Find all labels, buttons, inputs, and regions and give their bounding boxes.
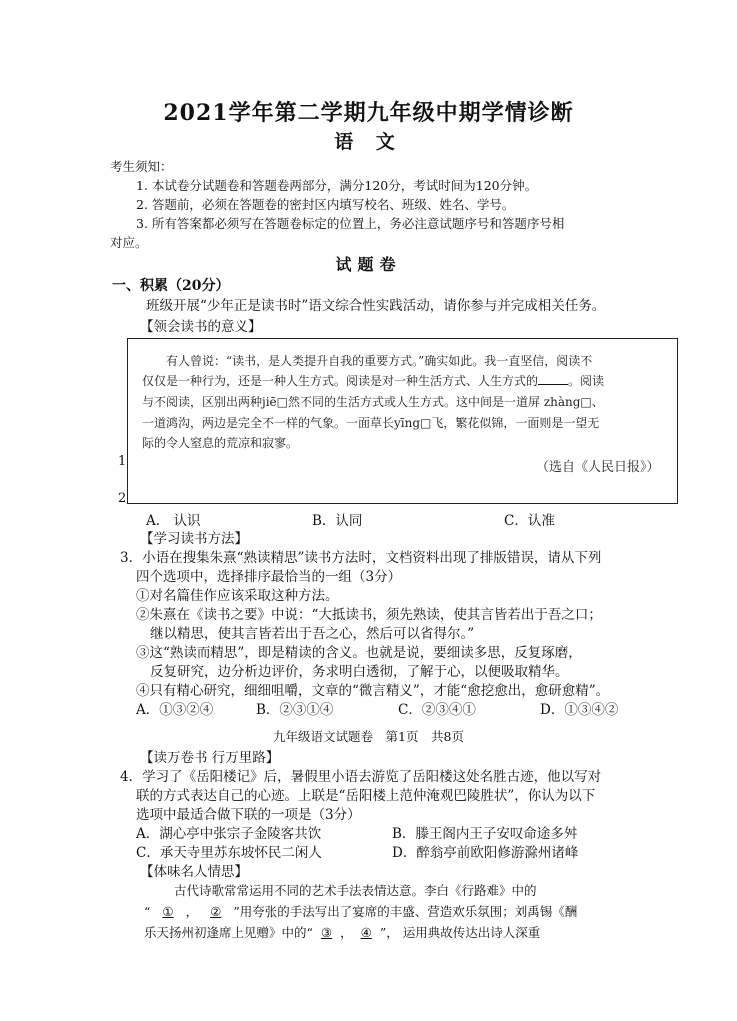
option: A． 认识: [146, 513, 201, 529]
sentence: ③这“熟读而精思”，即是精读的含义。也就是说，要细读多思，反复琢磨，: [136, 645, 582, 661]
answer-blank: [538, 372, 568, 385]
poem-line: 乐天扬州初逢席上见赠》中的“ ③ ， ④ ”， 运用典故传达出诗人深重: [144, 925, 541, 940]
task-tag: 【学习读书方法】: [140, 531, 248, 547]
answer-blank: ①: [162, 904, 174, 919]
notice-item: 1. 本试卷分试题卷和答题卷两部分，满分120分，考试时间为120分钟。: [136, 178, 538, 193]
question-stem: 四个选项中，选择排序最恰当的一组（3分）: [136, 569, 402, 585]
sentence: ④只有精心研究，细细咀嚼，文章的“微言精义”，才能“愈挖愈出，愈研愈精”。: [136, 683, 610, 699]
option: D．①③④②: [540, 702, 619, 718]
passage-line: 际的令人窒息的荒凉和寂寥。: [142, 436, 299, 450]
page-footer: 九年级语文试题卷 第1页 共8页: [273, 729, 464, 744]
sentence: ②朱熹在《读书之要》中说：“大抵读书，须先熟读，使其言皆若出于吾之口；: [136, 607, 602, 623]
notice-item: 3. 所有答案都必须写在答题卷标定的位置上，务必注意试题序号和答题序号相: [136, 216, 565, 231]
option: A．①③②④: [136, 702, 214, 718]
passage-line: 一道鸿沟，两边是完全不一样的气象。一面草长yīng□飞，繁花似锦，一面则是一望无: [142, 416, 600, 430]
option: D．醉翁亭前欧阳修游滁州诸峰: [392, 845, 579, 861]
passage-line: 仅仅是一种行为，还是一种人生方式。阅读是对一种生活方式、人生方式的 。阅读: [142, 374, 605, 388]
notice-item: 2. 答题前，必须在答题卷的密封区内填写校名、班级、姓名、学号。: [136, 197, 515, 212]
option: C．承天寺里苏东坡怀民二闲人: [136, 845, 322, 861]
option: B．②③①④: [256, 702, 334, 718]
task-tag: 【读万卷书 行万里路】: [140, 750, 280, 766]
question-stem: 选项中最适合做下联的一项是（3分）: [136, 807, 361, 823]
page-title: 2021学年第二学期九年级中期学情诊断: [163, 100, 574, 126]
passage-source: （选自《人民日报》）: [536, 460, 660, 475]
task-tag: 【体味名人情思】: [140, 864, 248, 880]
sentence: 继以精思，使其言皆若出于吾之心，然后可以省得尔。”: [150, 626, 475, 642]
question-number-stub: 1: [118, 454, 127, 469]
option: C．②③④①: [398, 702, 476, 718]
part-intro: 班级开展“少年正是读书时”语文综合性实践活动，请你参与并完成相关任务。: [146, 298, 606, 314]
option: B．滕王阁内王子安叹命途多舛: [392, 826, 578, 842]
option: A．湖心亭中张宗子金陵客共饮: [136, 826, 322, 842]
task-tag: 【领会读书的意义】: [140, 319, 262, 335]
subject-title: 语 文: [334, 131, 403, 153]
sentence: ①对名篇佳作应该采取这种方法。: [136, 588, 339, 604]
answer-blank: ④: [360, 925, 372, 940]
reading-passage-box: [127, 338, 678, 504]
option: B．认同: [312, 513, 363, 529]
notice-item: 对应。: [110, 235, 148, 250]
section-title: 试题卷: [335, 255, 402, 274]
answer-blank: ②: [210, 904, 222, 919]
poem-line: 古代诗歌常常运用不同的艺术手法表情达意。李白《行路难》中的: [174, 883, 537, 898]
question-number-stub: 2: [118, 491, 127, 506]
answer-blank: ③: [320, 925, 333, 940]
question-stem: 联的方式表达自己的心迹。上联是“岳阳楼上范仲淹观巴陵胜状”，你认为以下: [136, 788, 596, 804]
option: C．认准: [504, 513, 555, 529]
part-heading: 一、积累（20分）: [112, 278, 230, 294]
notice-label: 考生须知：: [110, 159, 173, 174]
question-stem: 3．小语在搜集朱熹“熟读精思”读书方法时，文档资料出现了排版错误，请从下列: [120, 550, 602, 566]
passage-line: 有人曾说：“读书，是人类提升自我的重要方式。”确实如此。我一直坚信，阅读不: [166, 354, 593, 368]
sentence: 反复研究，边分析边评价，务求明白透彻，了解于心，以便吸取精华。: [150, 664, 569, 680]
poem-line: “ ① ， ② ”用夸张的手法写出了宴席的丰盛、营造欢乐氛围；刘禹锡《酬: [144, 904, 578, 919]
passage-line: 与不阅读，区别出两种jiē□然不同的生活方式或人生方式。这中间是一道屏 zhàng□、: [142, 395, 604, 409]
question-stem: 4．学习了《岳阳楼记》后，暑假里小语去游览了岳阳楼这处名胜古迹，他以写对: [120, 769, 602, 785]
